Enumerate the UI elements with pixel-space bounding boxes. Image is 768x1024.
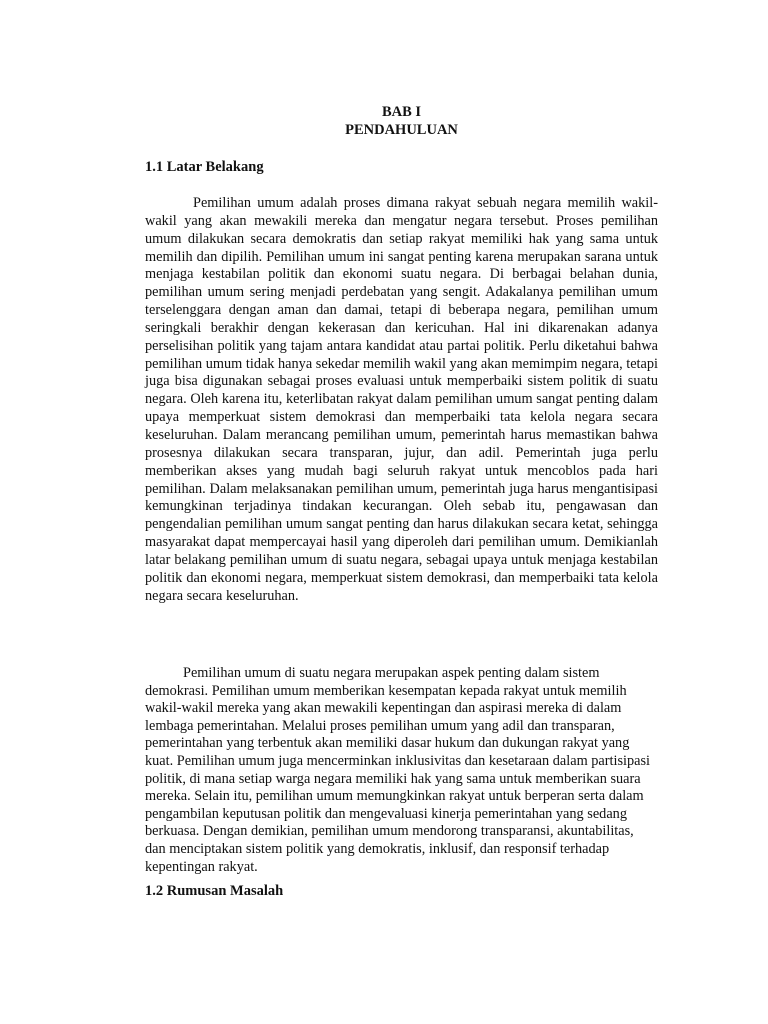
chapter-heading	[145, 104, 658, 140]
body-paragraph-2: Pemilihan umum di suatu negara merupakan aspek penting dalam sistem demokrasi. Pemilihan umum memberikan kesempatan kepada rakyat untuk memilih wakil-wakil mereka yang akan mewakili kepentingan dan aspirasi mereka di dalam lembaga pemerintahan. Melalui proses pemilihan umum yang adil dan transparan, pemerintahan yang terbentuk akan memiliki dasar hukum dan dukungan rakyat yang kuat. Pemilihan umum juga mencerminkan inklusivitas dan kesetaraan dalam partisipasi politik, di mana setiap warga negara memiliki hak yang sama untuk memberikan suara mereka. Selain itu, pemilihan umum memungkinkan rakyat untuk berperan serta dalam pengambilan keputusan politik dan mengevaluasi kinerja pemerintahan yang sedang berkuasa. Dengan demikian, pemilihan umum mendorong transparansi, akuntabilitas, dan menciptakan sistem politik yang demokratis, inklusif, dan responsif terhadap kepentingan rakyat.	[145, 665, 651, 875]
chapter-title: PENDAHULUAN	[345, 121, 458, 138]
section-heading-rumusan-masalah: 1.2 Rumusan Masalah	[145, 883, 284, 899]
section-heading-latar-belakang: 1.1 Latar Belakang	[145, 159, 264, 175]
body-paragraph-1: Pemilihan umum adalah proses dimana rakyat sebuah negara memilih wakil-wakil yang akan mewakili mereka dan mengatur negara tersebut. Proses pemilihan umum dilakukan secara demokratis dan setiap rakyat memiliki hak yang sama untuk memilih dan dipilih. Pemilihan umum ini sangat penting karena merupakan sarana untuk menjaga kestabilan politik dan ekonomi suatu negara. Di berbagai belahan dunia, pemilihan umum sering menjadi perdebatan yang sengit. Adakalanya pemilihan umum terselenggara dengan aman dan damai, tetapi di beberapa negara, pemilihan umum seringkali berakhir dengan kekerasan dan kericuhan. Hal ini dikarenakan adanya perselisihan politik yang tajam antara kandidat atau partai politik. Perlu diketahui bahwa pemilihan umum tidak hanya sekedar memilih wakil yang akan memimpim negara, tetapi juga bisa digunakan sebagai proses evaluasi untuk memperbaiki sistem politik di suatu negara. Oleh karena itu, keterlibatan rakyat dalam pemilihan umum sangat penting dalam upaya memperkuat sistem demokrasi dan memperbaiki tata kelola negara secara keseluruhan. Dalam merancang pemilihan umum, pemerintah harus memastikan bahwa prosesnya dilakukan secara transparan, jujur, dan adil. Pemerintah juga perlu memberikan akses yang mudah bagi seluruh rakyat untuk mencoblos pada hari pemilihan. Dalam melaksanakan pemilihan umum, pemerintah juga harus mengantisipasi kemungkinan terjadinya tindakan kecurangan. Oleh sebab itu, pengawasan dan pengendalian pemilihan umum sangat penting dan harus dilakukan secara ketat, sehingga masyarakat dapat mempercayai hasil yang diperoleh dari pemilihan umum. Demikianlah latar belakang pemilihan umum di suatu negara, sebagai upaya untuk menjaga kestabilan politik dan ekonomi negara, memperkuat sistem demokrasi, dan memperbaiki tata kelola negara secara keseluruhan.	[145, 195, 658, 604]
chapter-label: BAB I	[381, 104, 422, 120]
